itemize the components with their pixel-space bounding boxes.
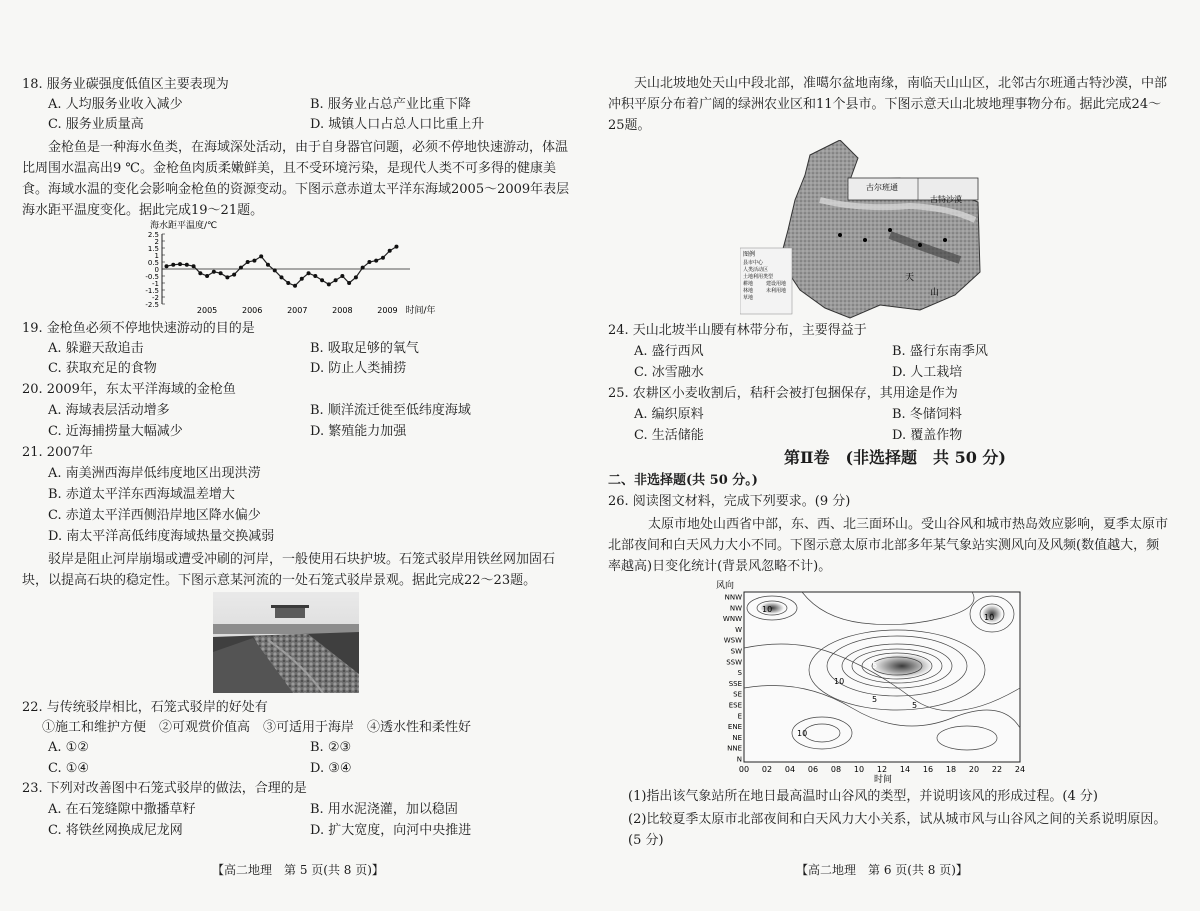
q25-option-a: A. 编织原料: [634, 407, 704, 422]
contour-direction-label: E: [737, 712, 742, 721]
contour-direction-label: SSW: [726, 658, 742, 667]
chart-data-point: [388, 249, 392, 253]
chart-y-tick-label: 1: [154, 252, 159, 260]
chart-data-point: [374, 259, 378, 263]
q26-stem: 26. 阅读图文材料，完成下列要求。(9 分): [608, 494, 851, 509]
chart-y-tick-label: 2: [154, 238, 159, 246]
chart-data-point: [198, 271, 202, 275]
chart-data-point: [178, 262, 182, 266]
county-dot: [918, 243, 922, 247]
chart-data-point: [307, 271, 311, 275]
contour-hour-label: 14: [899, 765, 911, 774]
contour-xlabel: 时间: [874, 775, 893, 784]
section-title: 第Ⅱ卷 (非选择题 共 50 分): [783, 448, 1007, 467]
q26-sub2: (2)比较夏季太原市北部夜间和白天风力大小关系，试从城市风与山谷风之间的关系说明原因。(5 分): [628, 812, 1167, 848]
right-page: [600, 0, 1200, 911]
chart-y-tick-label: -2: [152, 294, 159, 302]
passage-revetment: 驳岸是阻止河岸崩塌或遭受冲刷的河岸，一般使用石块护坡。石笼式驳岸用铁丝网加固石块，以提高石块的稳定性。下图示意某河流的一处石笼式驳岸景观。据此完成22～23题。: [22, 552, 556, 588]
contour-hour-label: 24: [1014, 765, 1026, 774]
q24-option-c: C. 冰雪融水: [634, 365, 704, 380]
svg-text:林地: 林地: [743, 288, 754, 294]
q19-option-d: D. 防止人类捕捞: [310, 361, 407, 376]
chart-data-point: [273, 268, 277, 272]
right-footer: 【高二地理 第 6 页(共 8 页)】: [796, 863, 968, 877]
chart-data-point: [259, 254, 263, 258]
contour-ylabel: 风向: [716, 581, 735, 591]
q21-option-d: D. 南太平洋高低纬度海域热量交换减弱: [48, 529, 275, 544]
q25-option-d: D. 覆盖作物: [892, 428, 963, 443]
q20-option-b: B. 顺洋流迁徙至低纬度海域: [310, 403, 471, 418]
svg-text:建设用地: 建设用地: [766, 281, 787, 287]
chart-y-tick-label: -1.5: [145, 287, 159, 295]
q22-statements: ①施工和维护方便 ②可观赏价值高 ③可适用于海岸 ④透水性和柔性好: [42, 720, 472, 735]
contour-direction-label: S: [737, 669, 742, 678]
q23-stem: 23. 下列对改善图中石笼式驳岸的做法，合理的是: [22, 781, 307, 796]
q21-option-a: A. 南美洲西海岸低纬度地区出现洪涝: [48, 466, 261, 481]
contour-hour-label: 10: [853, 765, 865, 774]
contour-direction-label: ENE: [727, 723, 742, 732]
chart-x-tick-label: 2006: [242, 306, 263, 314]
passage-tuna: 金枪鱼是一种海水鱼类，在海域深处活动，由于自身器官问题，必须不停地快速游动，体温比周围水温高出9 ℃。金枪鱼肉质柔嫩鲜美，且不受环境污染，是现代人类不可多得的健康美食。海域水温的变化会影响金枪鱼的资源变动。下图示意赤道太平洋东海域2005～2009年表层海水距平温度变化。据此完成19～21题。: [22, 140, 570, 218]
map-label-tian: 天: [905, 273, 915, 283]
chart-data-point: [192, 264, 196, 268]
passage-tianshan: 天山北坡地处天山中段北部，准噶尔盆地南缘，南临天山山区，北邻古尔班通古特沙漠，中部冲积平原分布着广阔的绿洲农业区和11个县市。下图示意天山北坡地理事物分布。据此完成24～25题。: [608, 76, 1168, 133]
q22-option-b: B. ②③: [310, 740, 352, 755]
q20-option-a: A. 海域表层活动增多: [48, 403, 170, 418]
q26-passage: 太原市地处山西省中部，东、西、北三面环山。受山谷风和城市热岛效应影响，夏季太原市北部夜间和白天风力大小不同。下图示意太原市北部多年某气象站实测风向及风频(数值越大，频率越高)日变化统计(背景风忽略不计)。: [608, 517, 1169, 574]
contour-direction-label: NNE: [727, 744, 742, 753]
svg-text:耕地: 耕地: [743, 281, 754, 287]
map-label-shan: 山: [930, 288, 940, 298]
chart-data-point: [252, 259, 256, 263]
svg-text:草地: 草地: [743, 295, 754, 301]
q26-sub1: (1)指出该气象站所在地日最高温时山谷风的类型，并说明该风的形成过程。(4 分): [628, 789, 1098, 804]
chart-data-point: [171, 263, 175, 267]
contour-direction-label: WSW: [723, 636, 742, 645]
contour-plot-area: [744, 592, 1020, 762]
contour-label: 10: [797, 729, 808, 738]
contour-label: 10: [984, 613, 995, 622]
q23-option-c: C. 将铁丝网换成尼龙网: [48, 823, 183, 838]
q20-stem: 20. 2009年，东太平洋海域的金枪鱼: [22, 382, 236, 397]
chart-data-point: [347, 281, 351, 285]
q21-option-b: B. 赤道太平洋东西海域温差增大: [48, 487, 235, 502]
contour-label: 15: [867, 661, 878, 670]
chart-data-point: [266, 263, 270, 267]
svg-text:图例: 图例: [743, 251, 756, 258]
contour-hour-label: 18: [945, 765, 957, 774]
q23-option-b: B. 用水泥浇灌，加以稳固: [310, 802, 458, 817]
q21-option-c: C. 赤道太平洋西侧沿岸地区降水偏少: [48, 508, 261, 523]
contour-hour-label: 04: [784, 765, 796, 774]
chart-x-tick-label: 2008: [332, 306, 353, 314]
q25-stem: 25. 农耕区小麦收割后，秸秆会被打包捆保存，其用途是作为: [608, 386, 958, 401]
contour-direction-label: SSE: [728, 679, 742, 688]
q22-option-a: A. ①②: [48, 740, 89, 755]
chart-data-point: [246, 260, 250, 264]
chart-data-point: [212, 270, 216, 274]
q18-option-a: A. 人均服务业收入减少: [48, 97, 183, 112]
contour-hour-label: 16: [922, 765, 934, 774]
contour-direction-label: N: [736, 755, 742, 764]
q19-option-b: B. 吸取足够的氧气: [310, 341, 419, 356]
tianshan-map: [740, 140, 1002, 320]
contour-hour-label: 00: [738, 765, 750, 774]
contour-hour-label: 06: [807, 765, 819, 774]
q25-option-c: C. 生活储能: [634, 428, 704, 443]
chart-data-point: [313, 274, 317, 278]
contour-direction-label: WNW: [722, 615, 742, 624]
map-label-desert1: 古尔班通: [866, 183, 898, 192]
q24-option-b: B. 盛行东南季风: [892, 344, 988, 359]
chart-xlabel: 时间/年: [405, 306, 436, 314]
contour-direction-label: SW: [730, 647, 742, 656]
q25-option-b: B. 冬储饲料: [892, 407, 962, 422]
q19-stem: 19. 金枪鱼必须不停地快速游动的目的是: [22, 321, 255, 336]
chart-data-point: [334, 278, 338, 282]
svg-text:未利用地: 未利用地: [766, 288, 787, 294]
chart-data-point: [293, 284, 297, 288]
q24-option-a: A. 盛行西风: [634, 344, 704, 359]
chart-data-point: [232, 273, 236, 277]
chart-x-tick-label: 2005: [196, 306, 218, 314]
section-heading: 二、非选择题(共 50 分。): [608, 473, 758, 488]
chart-data-point: [340, 274, 344, 278]
chart-y-tick-label: 2.5: [147, 231, 159, 239]
q20-option-d: D. 繁殖能力加强: [310, 424, 407, 439]
contour-direction-label: SE: [733, 690, 742, 699]
county-dot: [863, 238, 867, 242]
contour-label: 10: [762, 605, 773, 614]
chart-y-tick-label: 1.5: [147, 245, 159, 253]
chart-data-point: [381, 256, 385, 260]
chart-data-point: [354, 275, 358, 279]
contour-hour-label: 02: [761, 765, 773, 774]
chart-data-point: [279, 275, 283, 279]
chart-data-point: [320, 278, 324, 282]
contour-direction-label: NW: [729, 604, 742, 613]
chart-y-tick-label: -1: [152, 280, 159, 288]
contour-direction-label: ESE: [728, 701, 742, 710]
chart-data-point: [300, 277, 304, 281]
q18-stem: 18. 服务业碳强度低值区主要表现为: [22, 77, 229, 92]
map-label-desert2: 古特沙漠: [930, 195, 962, 204]
chart-data-point: [205, 274, 209, 278]
chart-data-point: [239, 266, 243, 270]
q19-option-c: C. 获取充足的食物: [48, 361, 157, 376]
sst-anomaly-chart: [140, 218, 440, 314]
chart-data-point: [219, 271, 223, 275]
chart-data-point: [165, 264, 169, 268]
chart-y-tick-label: -0.5: [145, 273, 159, 281]
chart-y-tick-label: 0.5: [147, 259, 159, 267]
contour-hour-label: 12: [876, 765, 888, 774]
q22-option-d: D. ③④: [310, 761, 352, 776]
svg-text:土地利用类型: 土地利用类型: [743, 274, 774, 280]
svg-text:人类活动区: 人类活动区: [743, 267, 769, 273]
contour-hour-label: 20: [968, 765, 980, 774]
q18-option-b: B. 服务业占总产业比重下降: [310, 97, 471, 112]
contour-hour-label: 08: [830, 765, 842, 774]
chart-data-point: [185, 263, 189, 267]
contour-direction-label: NE: [732, 733, 742, 742]
contour-hour-label: 22: [991, 765, 1003, 774]
chart-y-tick-label: 0: [154, 266, 159, 274]
left-footer: 【高二地理 第 5 页(共 8 页)】: [212, 863, 384, 877]
contour-direction-label: NNW: [724, 593, 742, 602]
gabion-revetment-photo: [213, 592, 359, 693]
chart-data-point: [394, 245, 398, 249]
contour-label: 5: [872, 695, 878, 704]
chart-x-tick-label: 2007: [287, 306, 308, 314]
chart-data-point: [367, 260, 371, 264]
chart-ylabel: 海水距平温度/℃: [150, 221, 218, 231]
q24-stem: 24. 天山北坡半山腰有林带分布，主要得益于: [608, 323, 867, 338]
q21-stem: 21. 2007年: [22, 445, 93, 460]
chart-data-point: [225, 275, 229, 279]
chart-data-point: [286, 281, 290, 285]
q23-option-a: A. 在石笼缝隙中撒播草籽: [48, 802, 196, 817]
wind-contour-chart: [712, 578, 1032, 784]
county-dot: [838, 233, 842, 237]
q24-option-d: D. 人工栽培: [892, 365, 963, 380]
contour-label: 10: [834, 677, 845, 686]
chart-data-point: [327, 282, 331, 286]
q23-option-d: D. 扩大宽度，向河中央推进: [310, 823, 472, 838]
q20-option-c: C. 近海捕捞量大幅减少: [48, 424, 183, 439]
q18-option-c: C. 服务业质量高: [48, 117, 144, 132]
q19-option-a: A. 躲避天敌追击: [48, 341, 144, 356]
chart-y-tick-label: -2.5: [145, 301, 159, 309]
q18-option-d: D. 城镇人口占总人口比重上升: [310, 117, 485, 132]
q22-option-c: C. ①④: [48, 761, 90, 776]
county-dot: [943, 238, 947, 242]
q22-stem: 22. 与传统驳岸相比，石笼式驳岸的好处有: [22, 700, 268, 715]
contour-direction-label: W: [735, 625, 742, 634]
chart-x-tick-label: 2009: [377, 306, 398, 314]
contour-label: 5: [912, 701, 918, 710]
county-dot: [888, 228, 892, 232]
svg-text:县市中心: 县市中心: [743, 260, 764, 266]
chart-data-point: [361, 266, 365, 270]
